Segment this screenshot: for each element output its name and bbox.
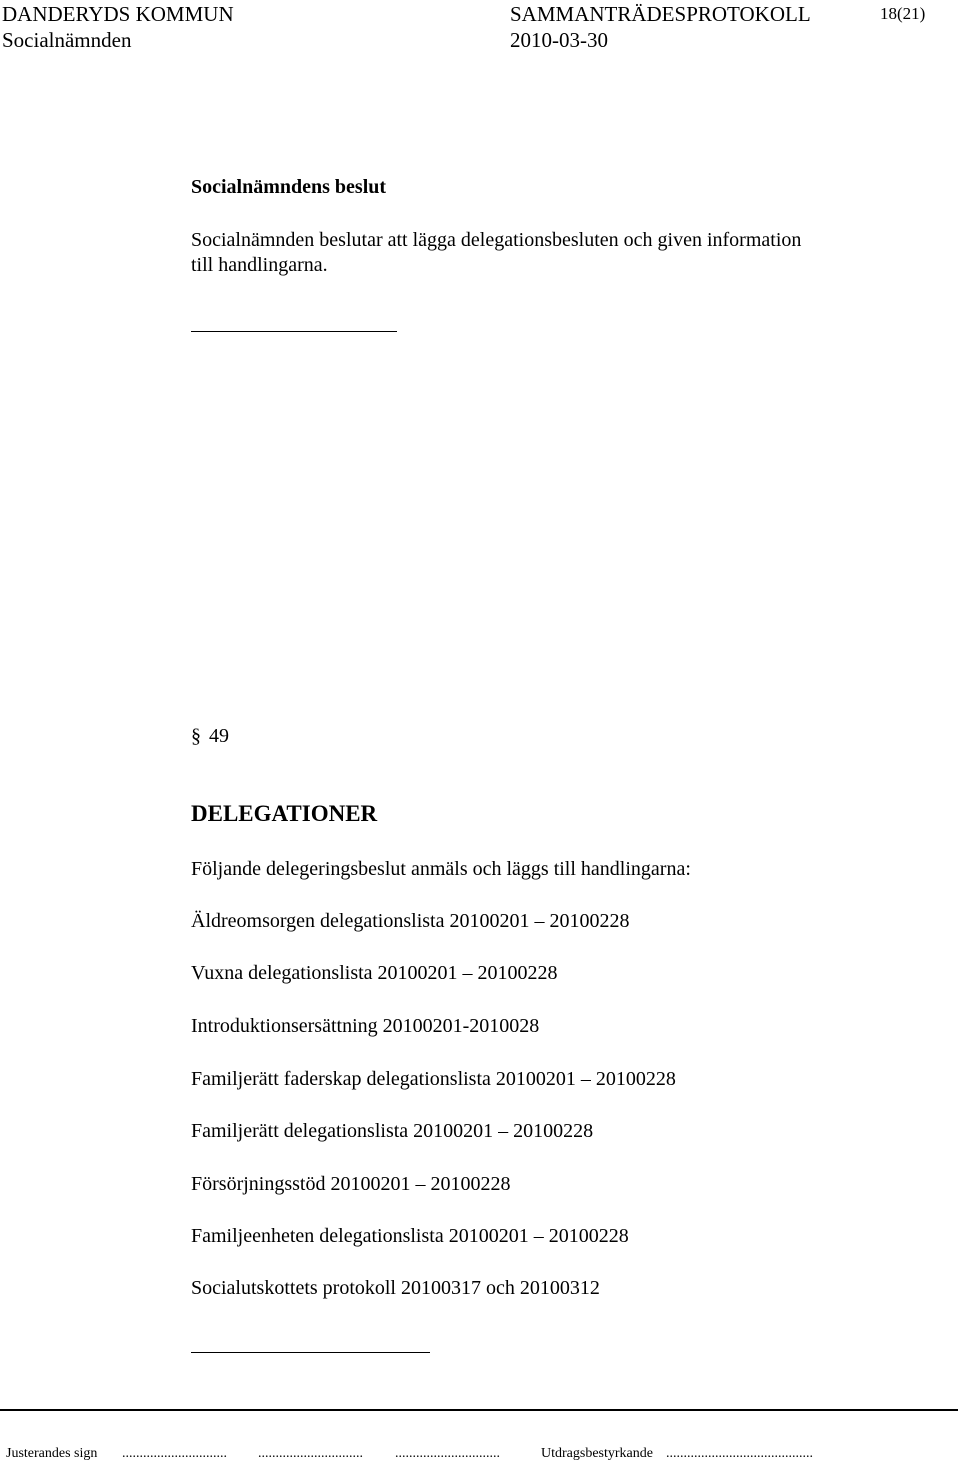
paragraph-number — [191, 724, 229, 748]
header-date: 2010-03-30 — [510, 28, 608, 52]
header-doc-type: SAMMANTRÄDESPROTOKOLL — [510, 2, 811, 26]
footer-extract-field: .......................................... — [666, 1446, 813, 1461]
list-item: Introduktionsersättning 20100201-2010028 — [191, 1015, 540, 1037]
list-item: Vuxna delegationslista 20100201 – 20100228 — [191, 962, 558, 984]
decision-text-line1: Socialnämnden beslutar att lägga delegationsbesluten och given information — [191, 229, 802, 251]
footer-rule — [0, 1409, 958, 1411]
section-title: DELEGATIONER — [191, 801, 378, 826]
footer-sign-field-2: .............................. — [258, 1446, 363, 1461]
decision-heading: Socialnämndens beslut — [191, 176, 387, 198]
paragraph-sign: § — [191, 725, 201, 747]
footer-sign-field-1: .............................. — [122, 1446, 227, 1461]
header-page-number: 18(21) — [880, 4, 926, 23]
header-org: DANDERYDS KOMMUN — [2, 2, 234, 26]
list-item: Äldreomsorgen delegationslista 20100201 – 20100228 — [191, 910, 630, 932]
list-item: Familjeenheten delegationslista 20100201 – 20100228 — [191, 1225, 629, 1247]
header-committee: Socialnämnden — [2, 28, 132, 52]
section-number: 49 — [209, 725, 229, 747]
footer-extract-label: Utdragsbestyrkande — [541, 1446, 653, 1461]
decision-text-line2: till handlingarna. — [191, 254, 328, 276]
list-item: Familjerätt faderskap delegationslista 20100201 – 20100228 — [191, 1068, 676, 1090]
footer-sign-label: Justerandes sign — [6, 1446, 98, 1461]
footer-sign-field-3: .............................. — [395, 1446, 500, 1461]
section-divider — [191, 1352, 430, 1353]
list-item: Försörjningsstöd 20100201 – 20100228 — [191, 1173, 511, 1195]
list-item: Familjerätt delegationslista 20100201 – 20100228 — [191, 1120, 594, 1142]
decision-divider — [191, 331, 397, 332]
section-intro: Följande delegeringsbeslut anmäls och läggs till handlingarna: — [191, 858, 691, 880]
list-item: Socialutskottets protokoll 20100317 och 20100312 — [191, 1277, 600, 1299]
